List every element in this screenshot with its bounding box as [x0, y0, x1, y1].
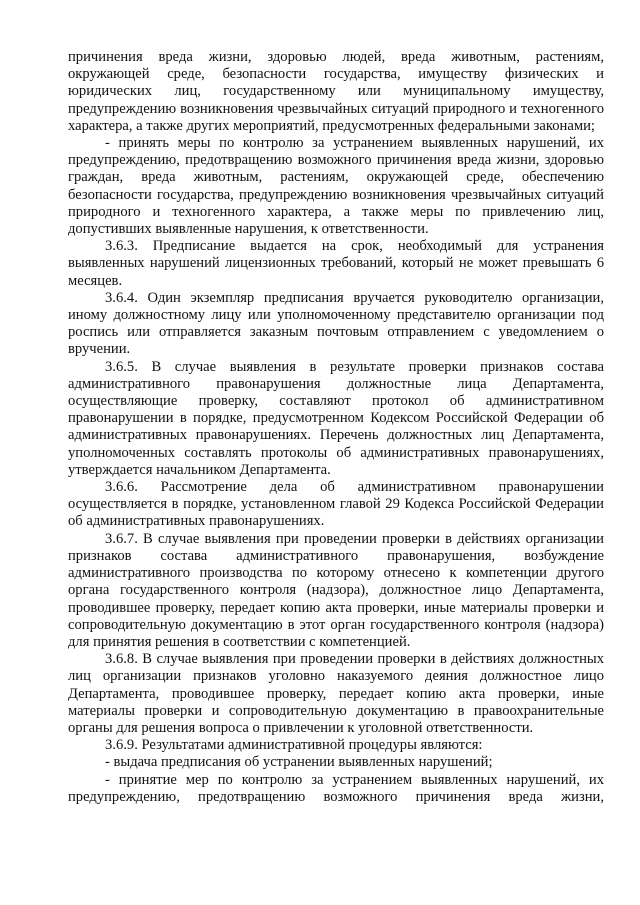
paragraph-3-6-7: 3.6.7. В случае выявления при проведении проверки в действиях организации признаков состава административного правонарушения, возбуждение административного производства по которому отнесено к компетенции другого органа государственного контроля (надзора), должностное лицо Департамента, проводившее проверку, передает копию акта проверки, иные материалы проверки и сопроводительную документацию в этот орган государственного контроля (надзора) для принятия решения в соответствии с компетенцией. — [68, 530, 604, 650]
paragraph-3-6-4: 3.6.4. Один экземпляр предписания вручается руководителю организации, иному должностному лицу или уполномоченному представителю организации под роспись или отправляется заказным почтовым отправлением с уведомлением о вручении. — [68, 289, 604, 358]
paragraph-continuation: причинения вреда жизни, здоровью людей, вреда животным, растениям, окружающей среде, безопасности государства, имуществу физических и юридических лиц, государственному или муниципальному имуществу, предупреждению возникновения чрезвычайных ситуаций природного и техногенного характера, а также других мероприятий, предусмотренных федеральными законами; — [68, 49, 604, 134]
list-item-control-measures: - принятие мер по контролю за устранением выявленных нарушений, их предупреждению, предотвращению возможного причинения вреда жизни, — [68, 771, 604, 805]
paragraph-3-6-3: 3.6.3. Предписание выдается на срок, необходимый для устранения выявленных нарушений лицензионных требований, который не может превышать 6 месяцев. — [68, 238, 604, 289]
paragraph-3-6-9: 3.6.9. Результатами административной процедуры являются: — [105, 737, 483, 754]
document-body — [68, 49, 604, 806]
list-item-issue-order: - выдача предписания об устранении выявленных нарушений; — [105, 754, 493, 771]
paragraph-3-6-6: 3.6.6. Рассмотрение дела об административном правонарушении осуществляется в порядке, установленном главой 29 Кодекса Российской Федерации об административных правонарушениях. — [68, 479, 604, 530]
paragraph-3-6-5: 3.6.5. В случае выявления в результате проверки признаков состава административного правонарушения должностные лица Департамента, осуществляющие проверку, составляют протокол об административном правонарушении в порядке, предусмотренном Кодексом Российской Федерации об административных правонарушениях. Перечень должностных лиц Департамента, уполномоченных составлять протоколы об административных правонарушениях, утверждается начальником Департамента. — [68, 358, 604, 478]
paragraph-3-6-8: 3.6.8. В случае выявления при проведении проверки в действиях должностных лиц организации признаков уголовно наказуемого деяния должностное лицо Департамента, проводившее проверку, передает копию акта проверки, иные материалы проверки и сопроводительную документацию в правоохранительные органы для решения вопроса о привлечении к уголовной ответственности. — [68, 651, 604, 736]
paragraph-measures: - принять меры по контролю за устранением выявленных нарушений, их предупреждению, предотвращению возможного причинения вреда жизни, здоровью граждан, вреда животным, растениям, окружающей среде, обеспечению безопасности государства, предупреждению возникновения чрезвычайных ситуаций природного и техногенного характера, а также меры по привлечению лиц, допустивших выявленные нарушения, к ответственности. — [68, 135, 604, 238]
